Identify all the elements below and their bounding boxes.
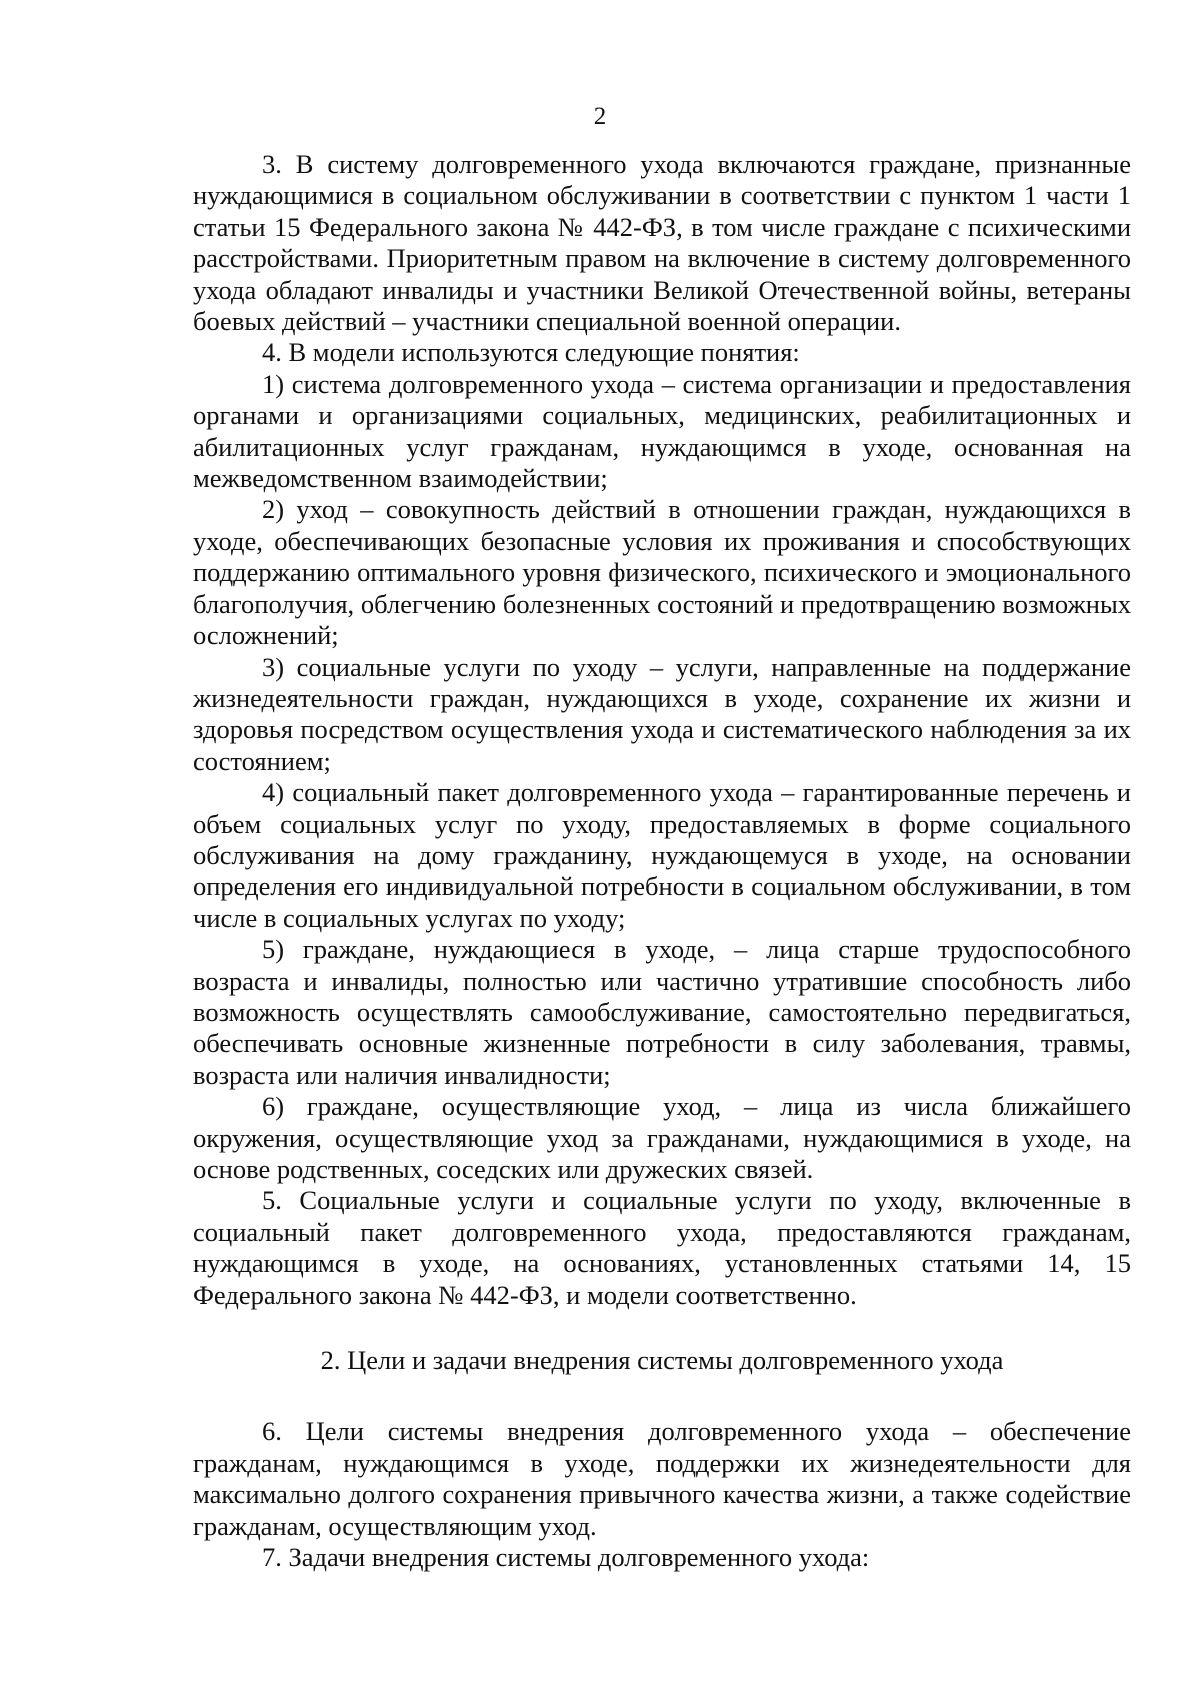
definition-1: 1) система долговременного ухода – система организации и предоставления органами и организациями социальных, медицинских, реабилитационных и абилитационных услуг гражданам, нуждающимся в уходе, основанная на межведомственном взаимодействии; xyxy=(193,368,1131,494)
paragraph-item-5: 5. Социальные услуги и социальные услуги по уходу, включенные в социальный пакет долговременного ухода, предоставляются гражданам, нуждающимся в уходе, на основаниях, установленных статьями 14, 15 Федерального закона № 442-ФЗ, и модели соответственно. xyxy=(193,1185,1131,1310)
definition-3: 3) социальные услуги по уходу – услуги, направленные на поддержание жизнедеятельности граждан, нуждающихся в уходе, сохранение их жизни и здоровья посредством осуществления ухода и систематического наблюдения за их состоянием; xyxy=(193,651,1131,776)
document-body xyxy=(193,149,1131,1573)
paragraph-item-6: 6. Цели системы внедрения долговременного ухода – обеспечение гражданам, нуждающимся в уходе, поддержки их жизнедеятельности для максимально долгого сохранения привычного качества жизни, а также содействие гражданам, осуществляющим уход. xyxy=(193,1416,1131,1541)
page-number: 2 xyxy=(593,103,607,130)
paragraph-item-7: 7. Задачи внедрения системы долговременного ухода: xyxy=(262,1542,870,1573)
definition-2: 2) уход – совокупность действий в отношении граждан, нуждающихся в уходе, обеспечивающих безопасные условия их проживания и способствующих поддержанию оптимального уровня физического, психического и эмоционального благополучия, облегчению болезненных состояний и предотвращению возможных осложнений; xyxy=(193,494,1131,651)
definition-5: 5) граждане, нуждающиеся в уходе, – лица старше трудоспособного возраста и инвалиды, полностью или частично утратившие способность либо возможность осуществлять самообслуживание, самостоятельно передвигаться, обеспечивать основные жизненные потребности в силу заболевания, травмы, возраста или наличия инвалидности; xyxy=(193,934,1131,1090)
paragraph-item-3: 3. В систему долговременного ухода включаются граждане, признанные нуждающимися в социальном обслуживании в соответствии с пунктом 1 части 1 статьи 15 Федерального закона № 442-ФЗ, в том числе граждане с психическими расстройствами. Приоритетным правом на включение в систему долговременного ухода обладают инвалиды и участники Великой Отечественной войны, ветераны боевых действий – участники специальной военной операции. xyxy=(193,149,1131,337)
definition-4: 4) социальный пакет долговременного ухода – гарантированные перечень и объем социальных услуг по уходу, предоставляемых в форме социального обслуживания на дому гражданину, нуждающемуся в уходе, на основании определения его индивидуальной потребности в социальном обслуживании, в том числе в социальных услугах по уходу; xyxy=(193,777,1131,933)
paragraph-item-4: 4. В модели используются следующие понятия: xyxy=(262,337,800,368)
section-heading: 2. Цели и задачи внедрения системы долговременного ухода xyxy=(320,1345,1004,1376)
definition-6: 6) граждане, осуществляющие уход, – лица из числа ближайшего окружения, осуществляющие уход за гражданами, нуждающимися в уходе, на основе родственных, соседских или дружеских связей. xyxy=(193,1091,1131,1184)
